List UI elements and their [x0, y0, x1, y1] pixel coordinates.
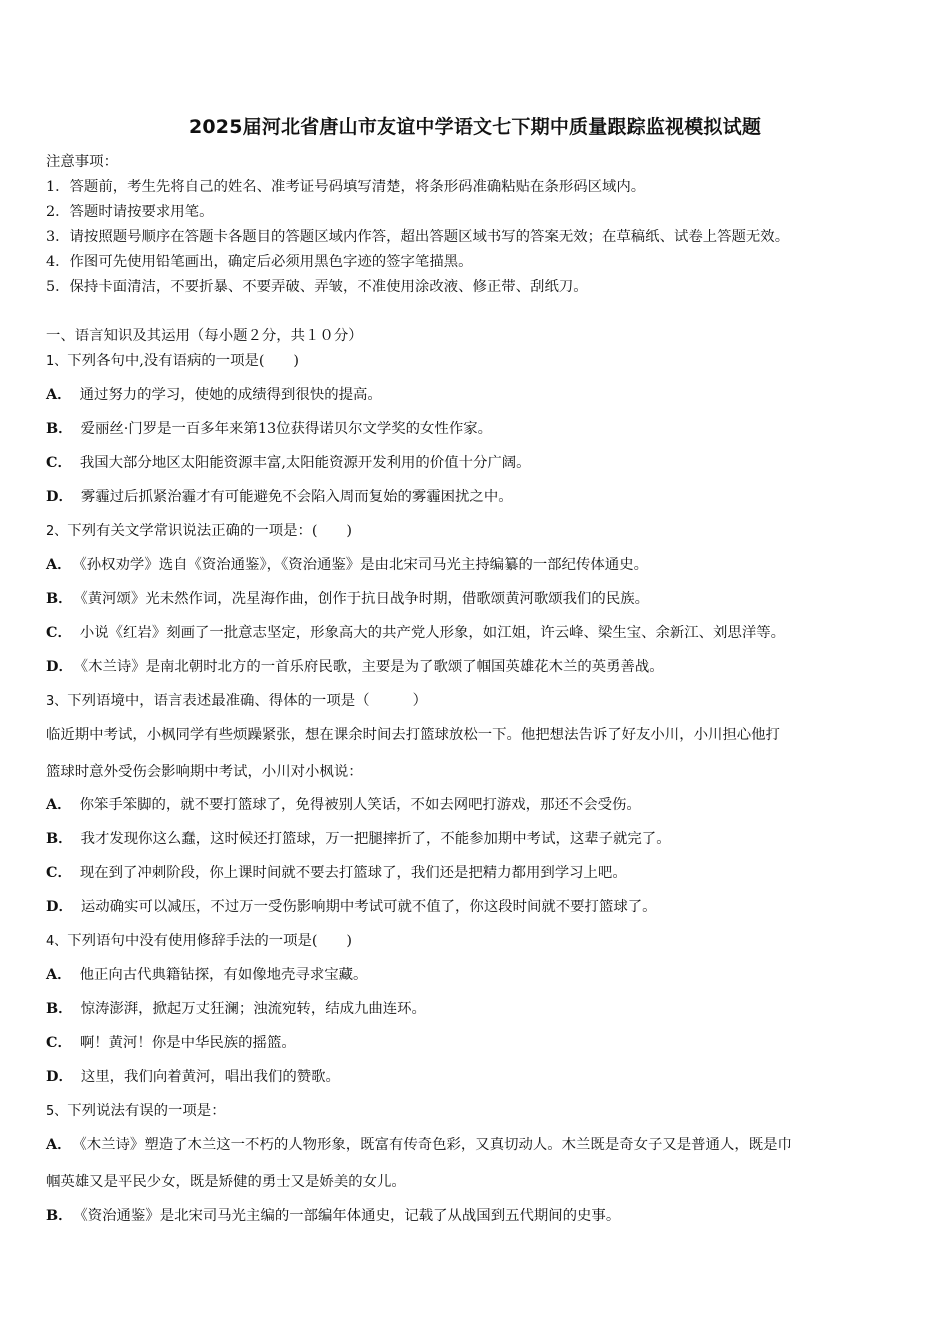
option: [46, 589, 649, 609]
question-text: 下列语境中，语言表述最准确、得体的一项是（ ）: [67, 693, 428, 709]
option-text: 爱丽丝·门罗是一百多年来第13位获得诺贝尔文学奖的女性作家。: [80, 421, 492, 437]
section-heading: 一、语言知识及其运用（每小题２分，共１０分）: [46, 328, 363, 344]
option-label: D．: [46, 658, 73, 675]
option: [46, 487, 513, 507]
option-label: C．: [46, 1034, 72, 1051]
option: [46, 1206, 620, 1226]
option-text: 《孙权劝学》选自《资治通鉴》，《资治通鉴》是由北宋司马光主持编纂的一部纪传体通史。: [79, 557, 648, 573]
document-title: 2025届河北省唐山市友谊中学语文七下期中质量跟踪监视模拟试题: [188, 116, 762, 138]
option-text: 我才发现你这么蠢，这时候还打篮球，万一把腿摔折了，不能参加期中考试，这辈子就完了。: [80, 831, 671, 847]
option-text: 啊！黄河！你是中华民族的摇篮。: [79, 1035, 296, 1051]
option-text: 你笨手笨脚的，就不要打篮球了，免得被别人笑话，不如去网吧打游戏，那还不会受伤。: [79, 797, 641, 813]
option: [46, 897, 657, 917]
option: [46, 999, 426, 1019]
option: [46, 1033, 296, 1053]
option-label: A．: [46, 796, 72, 813]
option-text: 《木兰诗》是南北朝时北方的一首乐府民歌，主要是为了歌颂了帼国英雄花木兰的英勇善战。: [80, 659, 664, 675]
option-label: C．: [46, 624, 72, 641]
question-number: 4、: [46, 934, 68, 949]
question-text: 下列说法有误的一项是：: [67, 1103, 226, 1119]
option-text: 《木兰诗》塑造了木兰这一不朽的人物形象，既富有传奇色彩，又真切动人。木兰既是奇女子又是普通人，既是巾: [79, 1137, 792, 1153]
option-text: 运动确实可以减压，不过万一受伤影响期中考试可就不值了，你这段时间就不要打篮球了。: [80, 899, 657, 915]
option: [46, 657, 664, 677]
option-label: A．: [46, 966, 72, 983]
option-label: D．: [46, 488, 73, 505]
option: [46, 1067, 340, 1087]
question-stem: [46, 691, 427, 712]
question-context: 篮球时意外受伤会影响期中考试，小川对小枫说：: [46, 764, 363, 780]
question-number: 3、: [46, 694, 68, 709]
option: [46, 795, 641, 815]
question-number: 1、: [46, 354, 68, 369]
option-text: 《资治通鉴》是北宋司马光主编的一部编年体通史，记载了从战国到五代期间的史事。: [80, 1208, 621, 1224]
notice-item: 5．保持卡面清洁，不要折暴、不要弄破、弄皱，不准使用涂改液、修正带、刮纸刀。: [46, 279, 588, 295]
question-stem: [46, 1101, 226, 1122]
question-text: 下列语句中没有使用修辞手法的一项是( ): [67, 933, 352, 949]
question-number: 5、: [46, 1104, 68, 1119]
notice-item: 1．答题前，考生先将自己的姓名、准考证号码填写清楚，将条形码准确粘贴在条形码区域内。: [46, 179, 646, 195]
option-label: B．: [46, 590, 73, 607]
option-label: B．: [46, 1000, 73, 1017]
option-label: A．: [46, 1136, 72, 1153]
option-label: A．: [46, 386, 72, 403]
question-text: 下列有关文学常识说法正确的一项是：( ): [67, 523, 352, 539]
question-stem: [46, 351, 299, 372]
option-text: 这里，我们向着黄河，唱出我们的赞歌。: [80, 1069, 340, 1085]
notice-item: 2．答题时请按要求用笔。: [46, 204, 214, 220]
option: [46, 863, 627, 883]
option: [46, 385, 382, 405]
option: [46, 623, 785, 643]
option-label: A．: [46, 556, 72, 573]
option-text: 雾霾过后抓紧治霾才有可能避免不会陷入周而复始的雾霾困扰之中。: [80, 489, 513, 505]
option-text: 通过努力的学习，使她的成绩得到很快的提高。: [79, 387, 382, 403]
option: [46, 555, 648, 575]
option-label: C．: [46, 864, 72, 881]
option-text: 惊涛澎湃，掀起万丈狂澜；浊流宛转，结成九曲连环。: [80, 1001, 426, 1017]
question-stem: [46, 931, 352, 952]
question-text: 下列各句中,没有语病的一项是( ): [67, 353, 299, 369]
question-context: 临近期中考试，小枫同学有些烦躁紧张，想在课余时间去打篮球放松一下。他把想法告诉了好友小川，小川担心他打: [46, 727, 780, 743]
option: [46, 419, 492, 439]
option-text: 小说《红岩》刻画了一批意志坚定，形象高大的共产党人形象，如江姐，许云峰、梁生宝、余新江、刘思洋等。: [79, 625, 786, 641]
option-continuation: 帼英雄又是平民少女，既是矫健的勇士又是娇美的女儿。: [46, 1174, 406, 1190]
option-label: D．: [46, 898, 73, 915]
option: [46, 829, 671, 849]
option-label: B．: [46, 1207, 73, 1224]
question-number: 2、: [46, 524, 68, 539]
option: [46, 1135, 792, 1155]
question-stem: [46, 521, 352, 542]
option-text: 他正向古代典籍钻探，有如像地壳寻求宝藏。: [79, 967, 368, 983]
option-text: 我国大部分地区太阳能资源丰富,太阳能资源开发利用的价值十分广阔。: [79, 455, 531, 471]
notice-heading: 注意事项：: [46, 154, 118, 170]
option-text: 现在到了冲刺阶段，你上课时间就不要去打篮球了，我们还是把精力都用到学习上吧。: [79, 865, 627, 881]
option-label: B．: [46, 830, 73, 847]
option-label: B．: [46, 420, 73, 437]
option: [46, 453, 531, 473]
option: [46, 965, 367, 985]
notice-item: 3．请按照题号顺序在答题卡各题目的答题区域内作答，超出答题区域书写的答案无效；在草稿纸、试卷上答题无效。: [46, 229, 790, 245]
option-label: C．: [46, 454, 72, 471]
notice-item: 4．作图可先使用铅笔画出，确定后必须用黑色字迹的签字笔描黑。: [46, 254, 473, 270]
option-text: 《黄河颂》光未然作词，冼星海作曲，创作于抗日战争时期，借歌颂黄河歌颂我们的民族。: [80, 591, 649, 607]
option-label: D．: [46, 1068, 73, 1085]
